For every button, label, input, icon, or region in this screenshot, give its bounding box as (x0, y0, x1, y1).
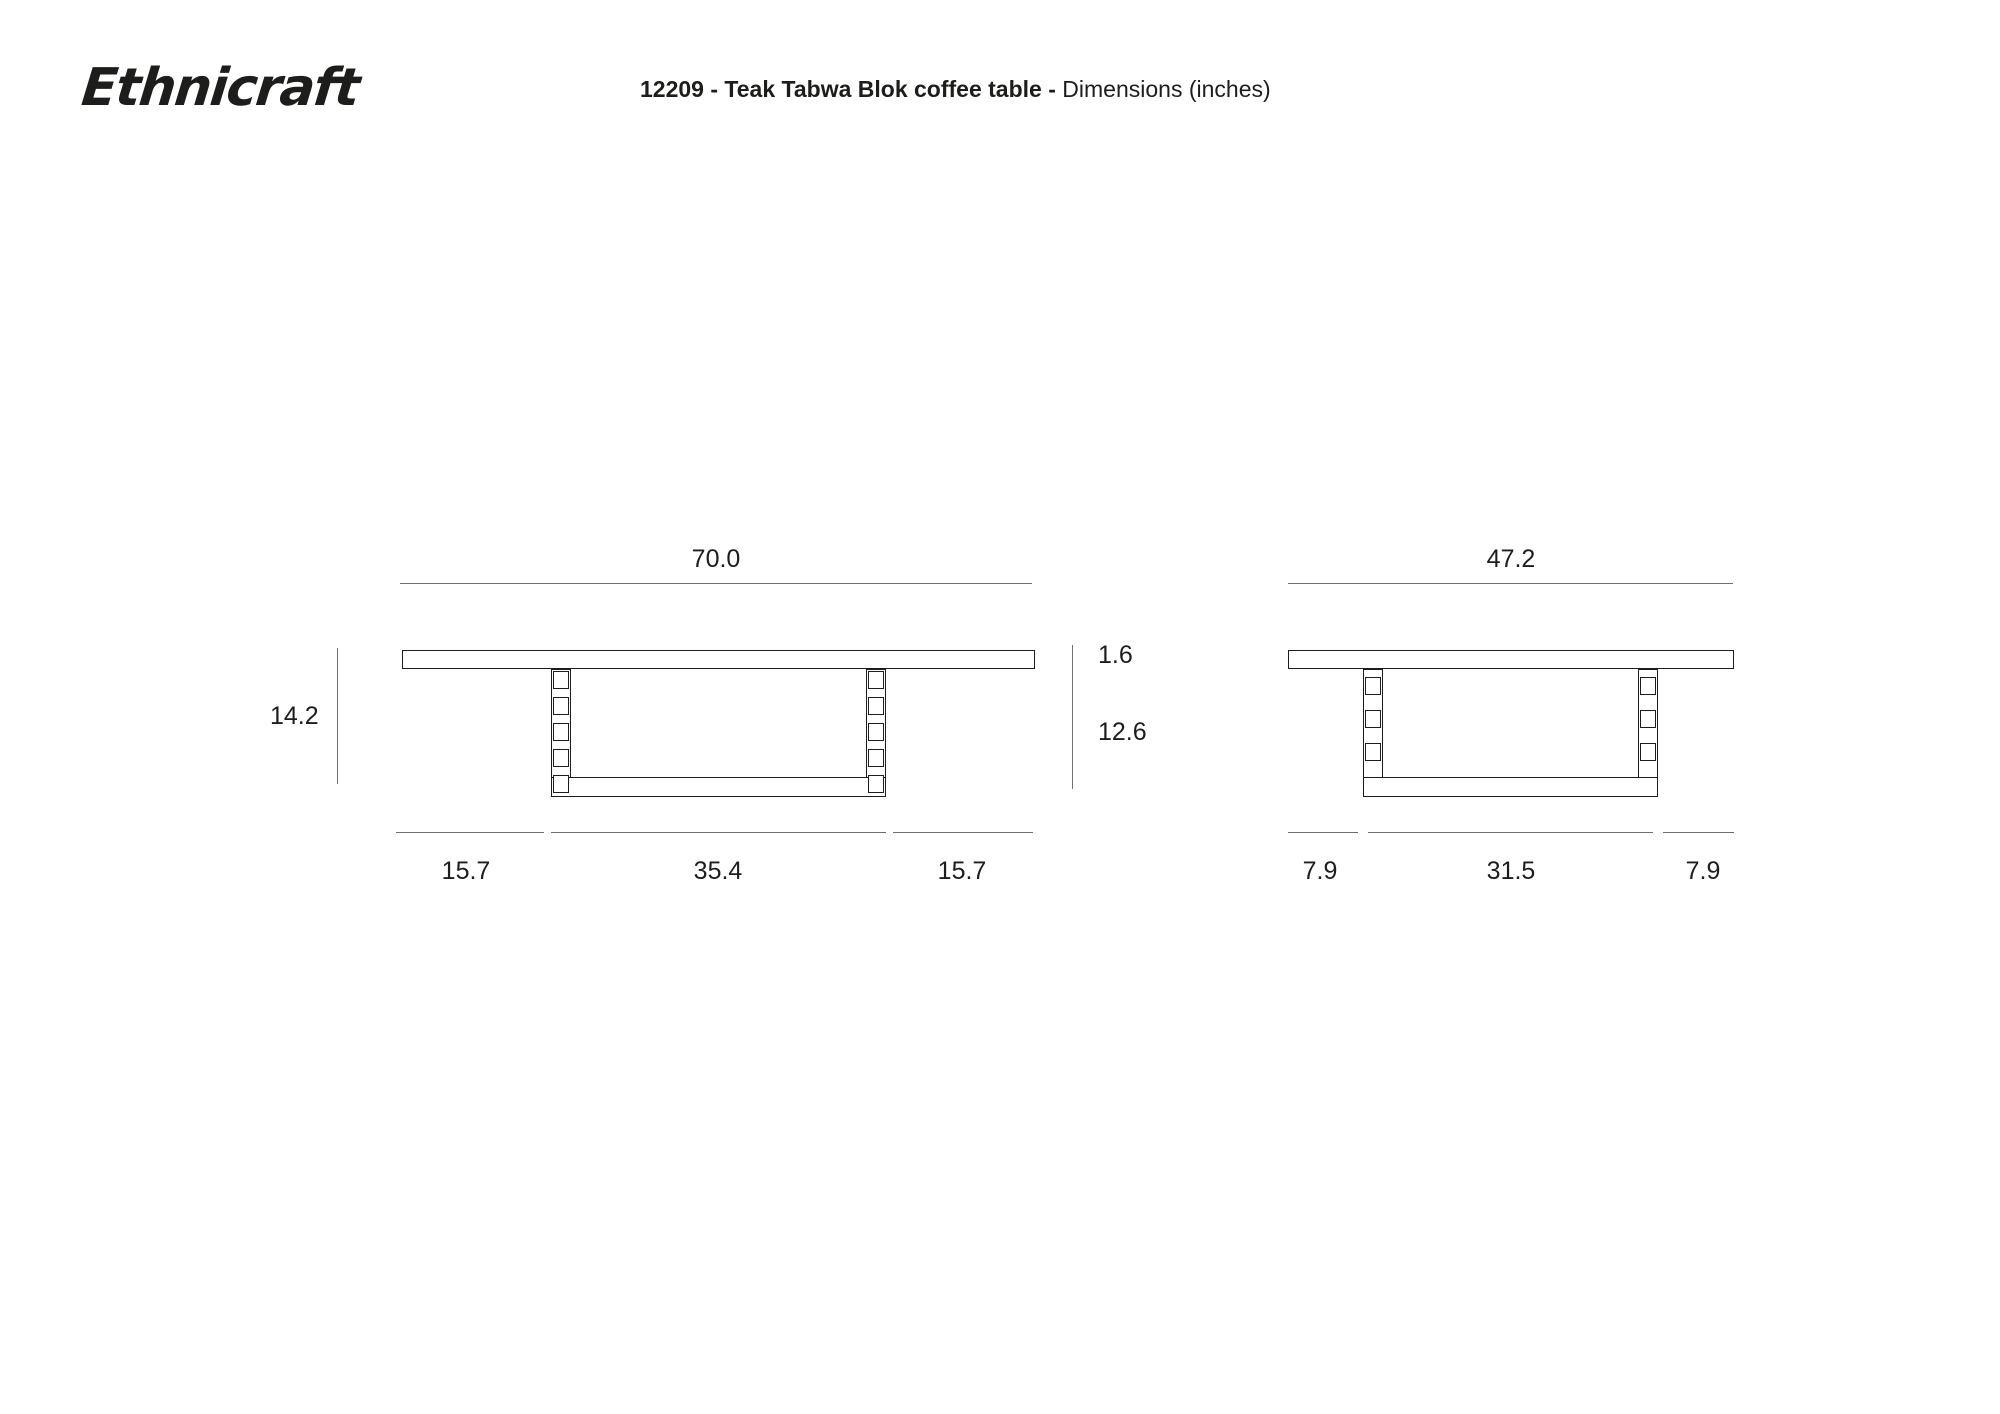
front-width-label: 70.0 (691, 545, 741, 573)
front-bottom-segment-label: 35.4 (693, 857, 743, 885)
front-bottom-dimension-line-left (396, 832, 544, 833)
side-table-top (1288, 650, 1734, 669)
title-separator-1: - (710, 76, 719, 102)
side-bottom-stretcher (1363, 777, 1658, 797)
front-right-leg-notch (868, 697, 884, 715)
front-right-leg-notch (868, 671, 884, 689)
product-code: 12209 (640, 76, 704, 102)
title-subtitle: Dimensions (inches) (1062, 76, 1271, 102)
front-bottom-stretcher (551, 777, 886, 797)
front-bottom-segment-label: 15.7 (937, 857, 987, 885)
front-top-thickness-dimension-line (1072, 645, 1073, 669)
side-bottom-segment-label: 31.5 (1486, 857, 1536, 885)
front-left-leg-notch (553, 749, 569, 767)
side-right-leg-notch (1640, 743, 1656, 761)
side-bottom-segment-label: 7.9 (1685, 857, 1721, 885)
side-bottom-dimension-line-left (1288, 832, 1358, 833)
side-bottom-dimension-line-right (1663, 832, 1734, 833)
front-left-leg-notch (553, 671, 569, 689)
brand-logo: Ethnicraft (78, 58, 362, 118)
side-left-leg-notch (1365, 710, 1381, 728)
front-right-leg-notch (868, 749, 884, 767)
front-height-label: 14.2 (270, 702, 319, 730)
front-bottom-segment-label: 15.7 (441, 857, 491, 885)
side-width-dimension-line (1288, 583, 1733, 584)
front-left-leg-notch (553, 697, 569, 715)
side-bottom-dimension-line-center (1368, 832, 1653, 833)
side-right-leg-notch (1640, 710, 1656, 728)
front-top-thickness-label: 1.6 (1098, 641, 1133, 669)
product-name: Teak Tabwa Blok coffee table (724, 76, 1042, 102)
front-table-top (402, 650, 1035, 669)
side-left-leg-notch (1365, 677, 1381, 695)
front-right-leg-notch (868, 723, 884, 741)
front-bottom-dimension-line-right (893, 832, 1033, 833)
side-width-label: 47.2 (1486, 545, 1536, 573)
front-right-leg-notch (868, 775, 884, 793)
front-leg-height-dimension-line (1072, 669, 1073, 789)
front-left-leg-notch (553, 723, 569, 741)
front-left-leg-notch (553, 775, 569, 793)
title-separator-2: - (1048, 76, 1056, 102)
side-bottom-segment-label: 7.9 (1302, 857, 1338, 885)
front-bottom-dimension-line-center (551, 832, 886, 833)
side-right-leg-notch (1640, 677, 1656, 695)
front-width-dimension-line (400, 583, 1032, 584)
front-leg-height-label: 12.6 (1098, 718, 1147, 746)
front-height-dimension-line (337, 648, 338, 784)
side-left-leg-notch (1365, 743, 1381, 761)
